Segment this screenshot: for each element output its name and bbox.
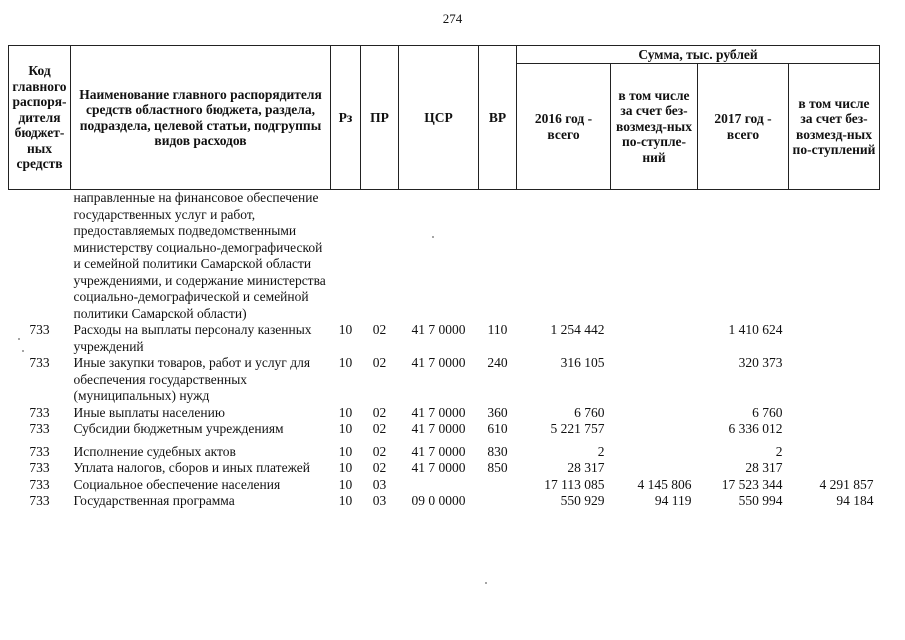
scan-speck bbox=[22, 350, 24, 352]
row-name: Уплата налогов, сборов и иных платежей bbox=[73, 460, 310, 475]
row-vr: 850 bbox=[487, 460, 508, 475]
row-csr: 41 7 0000 bbox=[411, 443, 466, 459]
row-2016-total: 2 bbox=[597, 443, 605, 459]
row-rz: 10 bbox=[338, 493, 353, 508]
row-code: 733 bbox=[29, 493, 50, 508]
table-row bbox=[9, 421, 880, 438]
row-pr: 03 bbox=[372, 476, 387, 492]
scan-speck bbox=[18, 338, 20, 340]
row-rz: 10 bbox=[338, 355, 353, 370]
row-rz: 10 bbox=[338, 476, 353, 492]
row-pr: 02 bbox=[372, 322, 387, 337]
table-row bbox=[9, 477, 880, 494]
row-code: 733 bbox=[29, 421, 50, 436]
row-name: Расходы на выплаты персоналу казенных учреждений bbox=[73, 322, 312, 354]
row-pr: 02 bbox=[372, 421, 387, 436]
row-2017-total: 1 410 624 bbox=[728, 322, 783, 337]
row-2017-free bbox=[789, 322, 880, 355]
row-vr: 110 bbox=[487, 322, 508, 337]
header-csr: ЦСР bbox=[399, 46, 479, 190]
row-vr: 610 bbox=[487, 421, 508, 436]
table-row bbox=[9, 355, 880, 405]
row-2016-free bbox=[611, 460, 698, 477]
row-2017-total: 28 317 bbox=[745, 460, 783, 475]
continuation-text: направленные на финансовое обеспечение государственных услуг и работ, предоставляемых подведомственными министерству социально-демографической и семейной политики Самарской области учреждениями, и содержание министерства социально-демографической и семейной политики Самарской области) bbox=[73, 190, 326, 321]
row-code: 733 bbox=[29, 355, 50, 370]
row-2016-total: 28 317 bbox=[567, 460, 605, 475]
header-code: Код главного распоря-дителя бюджет-ных средств bbox=[9, 46, 71, 190]
row-csr: 41 7 0000 bbox=[411, 460, 466, 475]
row-2016-free bbox=[611, 355, 698, 405]
row-2017-total: 2 bbox=[775, 443, 783, 459]
row-name: Субсидии бюджетным учреждениям bbox=[73, 421, 284, 436]
row-rz: 10 bbox=[338, 322, 353, 337]
row-2017-free bbox=[789, 421, 880, 438]
header-2017-free: в том числе за счет без-возмезд-ных по-ступлений bbox=[789, 64, 880, 190]
header-2017-total: 2017 год - всего bbox=[698, 64, 789, 190]
row-csr: 41 7 0000 bbox=[411, 322, 466, 337]
row-csr: 41 7 0000 bbox=[411, 421, 466, 436]
row-pr: 03 bbox=[372, 493, 387, 508]
row-csr: 41 7 0000 bbox=[411, 404, 466, 420]
row-rz: 10 bbox=[338, 443, 353, 459]
header-2016-total: 2016 год - всего bbox=[517, 64, 611, 190]
row-2016-free bbox=[611, 405, 698, 422]
row-pr: 02 bbox=[372, 355, 387, 370]
row-name: Государственная программа bbox=[73, 493, 235, 508]
row-2016-total: 6 760 bbox=[574, 404, 605, 420]
row-2016-free bbox=[611, 438, 698, 461]
row-2017-free bbox=[789, 355, 880, 405]
page-number: 274 bbox=[442, 11, 463, 26]
row-2016-total: 550 929 bbox=[560, 493, 605, 508]
row-2016-free bbox=[611, 322, 698, 355]
header-rz: Рз bbox=[331, 46, 361, 190]
row-name: Социальное обеспечение населения bbox=[73, 476, 281, 492]
table-header bbox=[9, 46, 880, 190]
row-code: 733 bbox=[29, 460, 50, 475]
row-csr bbox=[399, 477, 479, 494]
header-name: Наименование главного распорядителя средств областного бюджета, раздела, подраздела, целевой статьи, подгруппы видов расходов bbox=[71, 46, 331, 190]
row-2016-total: 17 113 085 bbox=[544, 476, 605, 492]
row-2017-free bbox=[789, 405, 880, 422]
row-2017-free: 4 291 857 bbox=[819, 476, 874, 492]
row-2016-total: 5 221 757 bbox=[550, 421, 605, 436]
budget-table bbox=[8, 45, 880, 510]
row-name: Иные выплаты населению bbox=[73, 404, 225, 420]
row-2016-free: 4 145 806 bbox=[637, 476, 692, 492]
row-2017-total: 17 523 344 bbox=[721, 476, 783, 492]
table-row bbox=[9, 405, 880, 422]
row-rz: 10 bbox=[338, 460, 353, 475]
table-row bbox=[9, 438, 880, 461]
row-2017-total: 6 760 bbox=[752, 404, 783, 420]
row-code: 733 bbox=[29, 322, 50, 337]
row-2016-total: 316 105 bbox=[560, 355, 605, 370]
scan-speck bbox=[432, 236, 434, 238]
row-2017-total: 550 994 bbox=[738, 493, 783, 508]
row-2016-free bbox=[611, 421, 698, 438]
table-body bbox=[9, 190, 880, 510]
row-code: 733 bbox=[29, 476, 50, 492]
table-row bbox=[9, 493, 880, 510]
scan-speck bbox=[485, 582, 487, 584]
row-vr bbox=[479, 493, 517, 510]
header-pr: ПР bbox=[361, 46, 399, 190]
row-csr: 09 0 0000 bbox=[411, 493, 466, 508]
row-pr: 02 bbox=[372, 443, 387, 459]
row-2017-total: 320 373 bbox=[738, 355, 783, 370]
row-vr: 360 bbox=[487, 404, 508, 420]
row-code: 733 bbox=[29, 443, 50, 459]
header-2016-free: в том числе за счет без-возмезд-ных по-ступле-ний bbox=[611, 64, 698, 190]
continuation-row bbox=[9, 190, 880, 323]
row-2017-total: 6 336 012 bbox=[728, 421, 783, 436]
row-2016-total: 1 254 442 bbox=[550, 322, 605, 337]
row-name: Исполнение судебных актов bbox=[73, 443, 236, 459]
header-sum: Сумма, тыс. рублей bbox=[517, 46, 880, 64]
row-name: Иные закупки товаров, работ и услуг для обеспечения государственных (муниципальных) нужд bbox=[73, 355, 311, 403]
row-pr: 02 bbox=[372, 404, 387, 420]
row-code: 733 bbox=[29, 404, 50, 420]
row-csr: 41 7 0000 bbox=[411, 355, 466, 370]
row-vr bbox=[479, 477, 517, 494]
row-2017-free bbox=[789, 460, 880, 477]
row-vr: 240 bbox=[487, 355, 508, 370]
row-2016-free: 94 119 bbox=[654, 493, 692, 508]
row-pr: 02 bbox=[372, 460, 387, 475]
row-rz: 10 bbox=[338, 421, 353, 436]
row-2017-free bbox=[789, 438, 880, 461]
header-vr: ВР bbox=[479, 46, 517, 190]
row-vr: 830 bbox=[487, 443, 508, 459]
row-2017-free: 94 184 bbox=[836, 493, 874, 508]
row-rz: 10 bbox=[338, 404, 353, 420]
table-row bbox=[9, 460, 880, 477]
table-row bbox=[9, 322, 880, 355]
